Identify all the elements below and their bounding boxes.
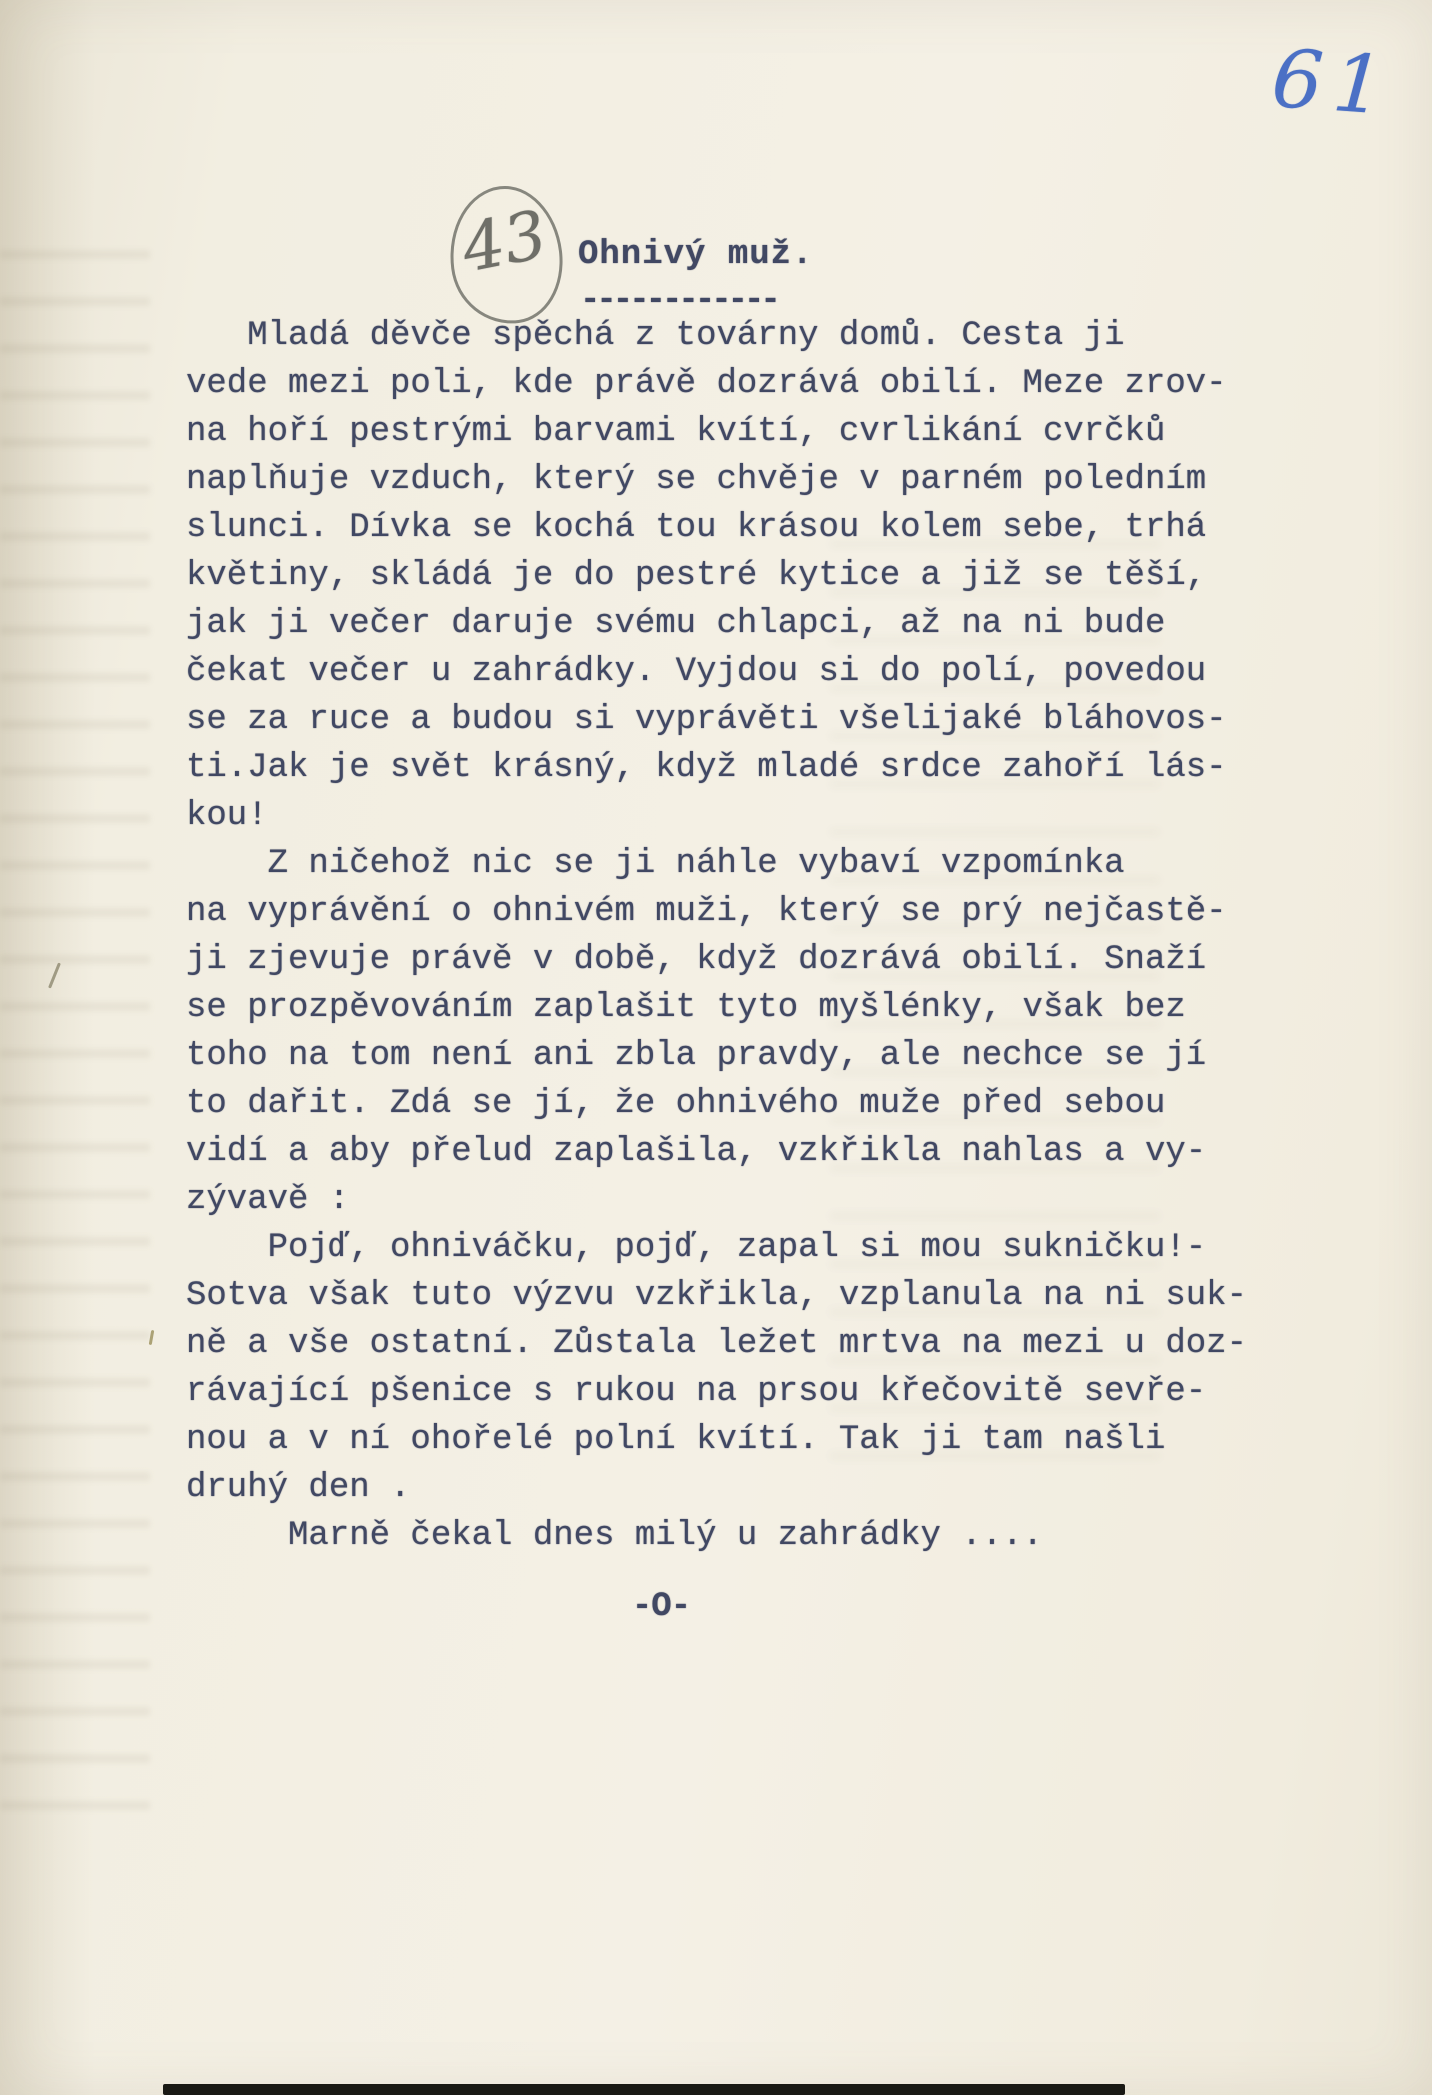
text-line: Marně čekal dnes milý u zahrádky .... <box>288 1517 1043 1555</box>
text-line: na vyprávění o ohnivém muži, který se prý nejčastě- <box>186 893 1227 931</box>
text-line: ně a vše ostatní. Zůstala ležet mrtva na mezi u doz- <box>186 1325 1247 1363</box>
text-line: Mladá děvče spěchá z továrny domů. Cesta ji <box>247 317 1125 355</box>
text-line: Pojď, ohniváčku, pojď, zapal si mou sukničku!- <box>267 1229 1207 1267</box>
stray-ink-mark <box>149 1330 155 1345</box>
paragraph <box>186 1224 1276 1512</box>
text-line: květiny, skládá je do pestré kytice a již se těší, <box>186 557 1207 595</box>
document-body <box>186 312 1276 1560</box>
paragraph <box>186 840 1276 1224</box>
text-line: vidí a aby přelud zaplašila, vzkřikla nahlas a vy- <box>186 1133 1207 1171</box>
text-line: ti.Jak je svět krásný, když mladé srdce zahoří lás- <box>186 749 1227 787</box>
stray-pencil-mark <box>48 962 61 988</box>
text-line: zývavě : <box>186 1181 350 1219</box>
text-line: vede mezi poli, kde právě dozrává obilí. Meze zrov- <box>186 365 1227 403</box>
text-line: Sotva však tuto výzvu vzkřikla, vzplanula na ni suk- <box>186 1277 1247 1315</box>
text-line: ji zjevuje právě v době, když dozrává obilí. Snaží <box>186 941 1207 979</box>
bleed-through-ghost-text-left <box>0 250 150 1810</box>
text-line: to dařit. Zdá se jí, že ohnivého muže před sebou <box>186 1085 1166 1123</box>
end-mark: -O- <box>631 1588 691 1626</box>
text-line: se prozpěvováním zaplašit tyto myšlénky, však bez <box>186 989 1186 1027</box>
text-line: slunci. Dívka se kochá tou krásou kolem sebe, trhá <box>186 509 1207 547</box>
text-line: naplňuje vzduch, který se chvěje v parném poledním <box>186 461 1207 499</box>
paragraph <box>186 1512 1276 1560</box>
paragraph <box>186 312 1276 840</box>
text-line: čekat večer u zahrádky. Vyjdou si do polí, povedou <box>186 653 1207 691</box>
text-line: kou! <box>186 797 268 835</box>
handwritten-page-number: 61 <box>1268 31 1397 134</box>
scan-artifact-bottom-edge <box>163 2084 1125 2095</box>
document-title: Ohnivý muž. <box>578 236 814 274</box>
text-line: se za ruce a budou si vyprávěti všelijaké bláhovos- <box>186 701 1227 739</box>
paper-edge-shading <box>0 0 95 2095</box>
text-line: jak ji večer daruje svému chlapci, až na ni bude <box>186 605 1166 643</box>
handwritten-chapter-number: 43 <box>455 195 553 288</box>
title-underline: ------------ <box>580 282 777 320</box>
text-line: nou a v ní ohořelé polní kvítí. Tak ji tam našli <box>186 1421 1166 1459</box>
text-line: rávající pšenice s rukou na prsou křečovitě sevře- <box>186 1373 1207 1411</box>
text-line: druhý den . <box>186 1469 411 1507</box>
text-line: toho na tom není ani zbla pravdy, ale nechce se jí <box>186 1037 1207 1075</box>
text-line: na hoří pestrými barvami kvítí, cvrlikání cvrčků <box>186 413 1166 451</box>
handwritten-circle <box>442 180 570 331</box>
text-line: Z ničehož nic se ji náhle vybaví vzpomínka <box>267 845 1125 883</box>
